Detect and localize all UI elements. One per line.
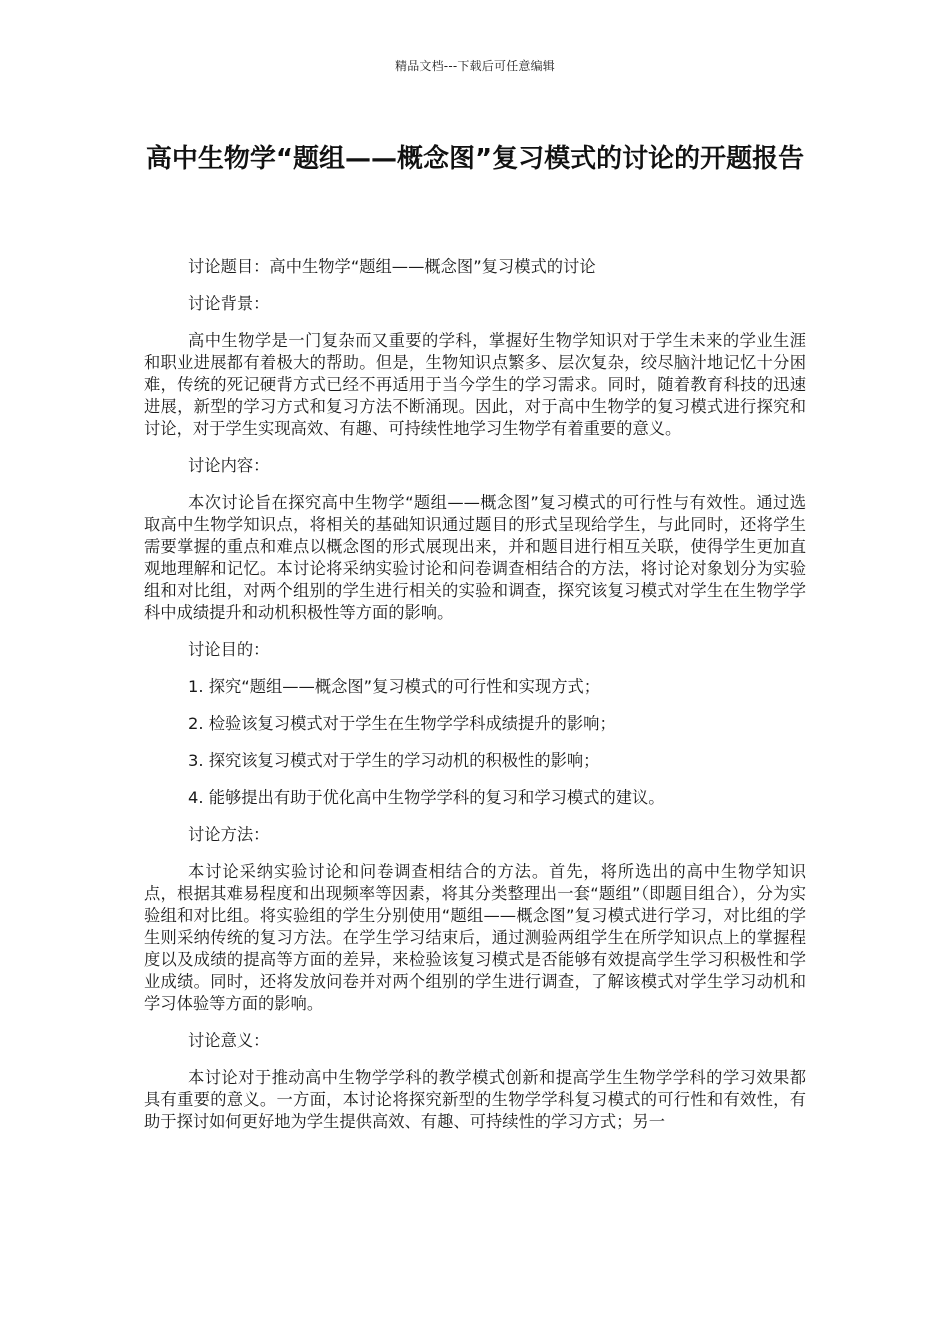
page-header-note: 精品文档---下载后可任意编辑 (395, 59, 555, 73)
purpose-item: 1. 探究“题组——概念图”复习模式的可行性和实现方式； (188, 677, 601, 696)
document-title: 高中生物学“题组——概念图”复习模式的讨论的开题报告 (145, 144, 805, 174)
method-heading: 讨论方法： (188, 825, 270, 844)
method-paragraph: 本讨论采纳实验讨论和问卷调查相结合的方法。首先，将所选出的高中生物学知识点，根据其难易程度和出现频率等因素，将其分类整理出一套“题组”（即题目组合），分为实验组和对比组。将实验组的学生分别使用“题组——概念图”复习模式进行学习，对比组的学生则采纳传统的复习方法。在学生学习结束后，通过测验两组学生在所学知识点上的掌握程度以及成绩的提高等方面的差异，来检验该复习模式是否能够有效提高学生学习积极性和学业成绩。同时，还将发放问卷并对两个组别的学生进行调查，了解该模式对学生学习动机和学习体验等方面的影响。 (144, 862, 806, 1013)
topic-line: 讨论题目：高中生物学“题组——概念图”复习模式的讨论 (188, 257, 596, 276)
content-heading: 讨论内容： (188, 456, 270, 475)
significance-paragraph: 本讨论对于推动高中生物学学科的教学模式创新和提高学生生物学学科的学习效果都具有重要的意义。一方面，本讨论将探究新型的生物学学科复习模式的可行性和有效性，有助于探讨如何更好地为学生提供高效、有趣、可持续性的学习方式；另一 (144, 1068, 806, 1131)
purpose-item: 4. 能够提出有助于优化高中生物学学科的复习和学习模式的建议。 (188, 788, 665, 807)
background-heading: 讨论背景： (188, 294, 270, 313)
content-paragraph: 本次讨论旨在探究高中生物学“题组——概念图”复习模式的可行性与有效性。通过选取高中生物学知识点，将相关的基础知识通过题目的形式呈现给学生，与此同时，还将学生需要掌握的重点和难点以概念图的形式展现出来，并和题目进行相互关联，使得学生更加直观地理解和记忆。本讨论将采纳实验讨论和问卷调查相结合的方法，将讨论对象划分为实验组和对比组，对两个组别的学生进行相关的实验和调查，探究该复习模式对学生在生物学学科中成绩提升和动机积极性等方面的影响。 (144, 493, 806, 622)
document-body (144, 256, 806, 1148)
purpose-heading: 讨论目的： (188, 640, 270, 659)
purpose-item: 2. 检验该复习模式对于学生在生物学学科成绩提升的影响； (188, 714, 616, 733)
significance-heading: 讨论意义： (188, 1031, 270, 1050)
purpose-item: 3. 探究该复习模式对于学生的学习动机的积极性的影响； (188, 751, 600, 770)
background-paragraph: 高中生物学是一门复杂而又重要的学科，掌握好生物学知识对于学生未来的学业生涯和职业进展都有着极大的帮助。但是，生物知识点繁多、层次复杂，绞尽脑汁地记忆十分困难，传统的死记硬背方式已经不再适用于当今学生的学习需求。同时，随着教育科技的迅速进展，新型的学习方式和复习方法不断涌现。因此，对于高中生物学的复习模式进行探究和讨论，对于学生实现高效、有趣、可持续性地学习生物学有着重要的意义。 (144, 331, 806, 438)
